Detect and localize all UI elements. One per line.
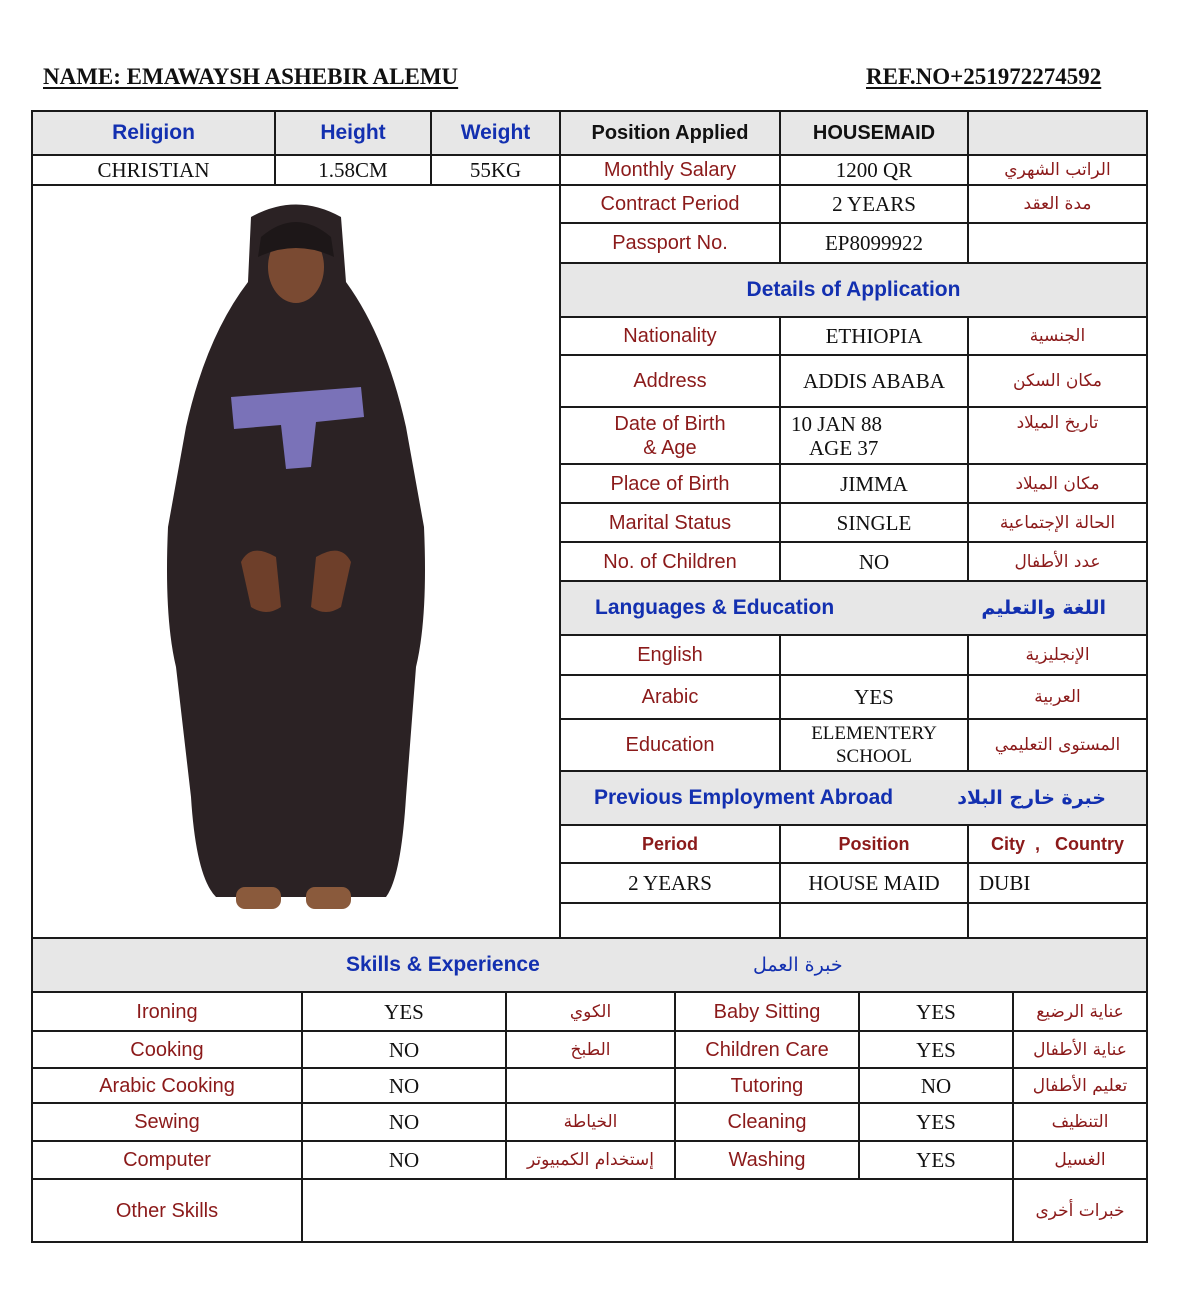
contract-period-value: 2 YEARS (779, 184, 969, 224)
monthly-salary-arabic: الراتب الشهري (967, 154, 1148, 186)
position-applied-arabic (967, 110, 1148, 156)
education-label: Education (559, 718, 781, 772)
religion-header: Religion (31, 110, 276, 156)
employment-city-value: DUBI (967, 862, 1148, 904)
weight-value: 55KG (430, 154, 561, 186)
skill-arabic: تعليم الأطفال (1012, 1067, 1148, 1104)
position-applied-value: HOUSEMAID (779, 110, 969, 156)
skill-value: NO (301, 1030, 507, 1069)
english-value (779, 634, 969, 676)
applicant-name: NAME: EMAWAYSH ASHEBIR ALEMU (43, 64, 459, 89)
arabic-arabic: العربية (967, 674, 1148, 720)
nationality-value: ETHIOPIA (779, 316, 969, 356)
skill-value: NO (858, 1067, 1014, 1104)
details-section-title: Details of Application (559, 262, 1148, 318)
children-arabic: عدد الأطفال (967, 541, 1148, 582)
other-skills-value (301, 1178, 1014, 1243)
skill-value: YES (858, 1102, 1014, 1142)
skill-arabic: الكوي (505, 991, 676, 1032)
skill-value: YES (858, 1140, 1014, 1180)
languages-section-title-row (559, 580, 1148, 636)
english-arabic: الإنجليزية (967, 634, 1148, 676)
languages-section-title: Languages & Education (595, 596, 835, 619)
employment-city-header: City , Country (967, 824, 1148, 864)
date-of-birth-label: Date of Birth & Age (559, 406, 781, 465)
employment-empty-cell (779, 902, 969, 939)
employment-position-header: Position (779, 824, 969, 864)
address-arabic: مكان السكن (967, 354, 1148, 408)
reference-number: REF.NO+251972274592 (866, 64, 1102, 89)
skill-label: Tutoring (674, 1067, 860, 1104)
skill-label: Cleaning (674, 1102, 860, 1142)
address-value: ADDIS ABABA (779, 354, 969, 408)
weight-header: Weight (430, 110, 561, 156)
languages-section-title-arabic: اللغة والتعليم (981, 597, 1106, 619)
employment-section-title: Previous Employment Abroad (594, 786, 894, 809)
skill-arabic (505, 1067, 676, 1104)
place-of-birth-arabic: مكان الميلاد (967, 463, 1148, 504)
children-label: No. of Children (559, 541, 781, 582)
position-applied-label: Position Applied (559, 110, 781, 156)
skill-label: Children Care (674, 1030, 860, 1069)
skill-arabic: إستخدام الكمبيوتر (505, 1140, 676, 1180)
other-skills-label: Other Skills (31, 1178, 303, 1243)
passport-label: Passport No. (559, 222, 781, 264)
skill-arabic: التنظيف (1012, 1102, 1148, 1142)
employment-section-title-row (559, 770, 1148, 826)
arabic-value: YES (779, 674, 969, 720)
children-value: NO (779, 541, 969, 582)
skill-label: Computer (31, 1140, 303, 1180)
employment-period-value: 2 YEARS (559, 862, 781, 904)
employment-period-header: Period (559, 824, 781, 864)
employment-position-value: HOUSE MAID (779, 862, 969, 904)
skill-label: Ironing (31, 991, 303, 1032)
marital-status-label: Marital Status (559, 502, 781, 543)
skill-arabic: عناية الرضيع (1012, 991, 1148, 1032)
applicant-photo-icon (156, 197, 436, 927)
photo-frame (31, 184, 561, 939)
skill-arabic: الطبخ (505, 1030, 676, 1069)
skill-arabic: الخياطة (505, 1102, 676, 1142)
skill-value: YES (858, 1030, 1014, 1069)
date-of-birth-value-cell (779, 406, 969, 465)
skill-arabic: عناية الأطفال (1012, 1030, 1148, 1069)
skill-value: YES (858, 991, 1014, 1032)
education-arabic: المستوى التعليمي (967, 718, 1148, 772)
education-value: ELEMENTERY SCHOOL (779, 718, 969, 772)
place-of-birth-value: JIMMA (779, 463, 969, 504)
contract-period-label: Contract Period (559, 184, 781, 224)
date-of-birth-arabic: تاريخ الميلاد (967, 406, 1148, 465)
skills-section-title: Skills & Experience (346, 953, 540, 976)
nationality-label: Nationality (559, 316, 781, 356)
skills-section-title-row (31, 937, 1148, 993)
skill-label: Washing (674, 1140, 860, 1180)
nationality-arabic: الجنسية (967, 316, 1148, 356)
skill-label: Baby Sitting (674, 991, 860, 1032)
arabic-label: Arabic (559, 674, 781, 720)
passport-arabic (967, 222, 1148, 264)
place-of-birth-label: Place of Birth (559, 463, 781, 504)
skill-value: NO (301, 1067, 507, 1104)
monthly-salary-label: Monthly Salary (559, 154, 781, 186)
height-header: Height (274, 110, 432, 156)
age-value: AGE 37 (809, 435, 879, 460)
other-skills-arabic: خبرات أخرى (1012, 1178, 1148, 1243)
skill-label: Sewing (31, 1102, 303, 1142)
skill-arabic: الغسيل (1012, 1140, 1148, 1180)
skill-label: Arabic Cooking (31, 1067, 303, 1104)
date-of-birth-value: 10 JAN 88 (791, 411, 883, 436)
religion-value: CHRISTIAN (31, 154, 276, 186)
employment-section-title-arabic: خبرة خارج البلاد (957, 787, 1106, 809)
skill-value: NO (301, 1102, 507, 1142)
english-label: English (559, 634, 781, 676)
skill-value: NO (301, 1140, 507, 1180)
skill-value: YES (301, 991, 507, 1032)
marital-status-arabic: الحالة الإجتماعية (967, 502, 1148, 543)
employment-empty-cell (967, 902, 1148, 939)
height-value: 1.58CM (274, 154, 432, 186)
employment-empty-cell (559, 902, 781, 939)
monthly-salary-value: 1200 QR (779, 154, 969, 186)
contract-period-arabic: مدة العقد (967, 184, 1148, 224)
skills-section-title-arabic: خبرة العمل (753, 954, 843, 976)
address-label: Address (559, 354, 781, 408)
passport-value: EP8099922 (779, 222, 969, 264)
marital-status-value: SINGLE (779, 502, 969, 543)
skill-label: Cooking (31, 1030, 303, 1069)
